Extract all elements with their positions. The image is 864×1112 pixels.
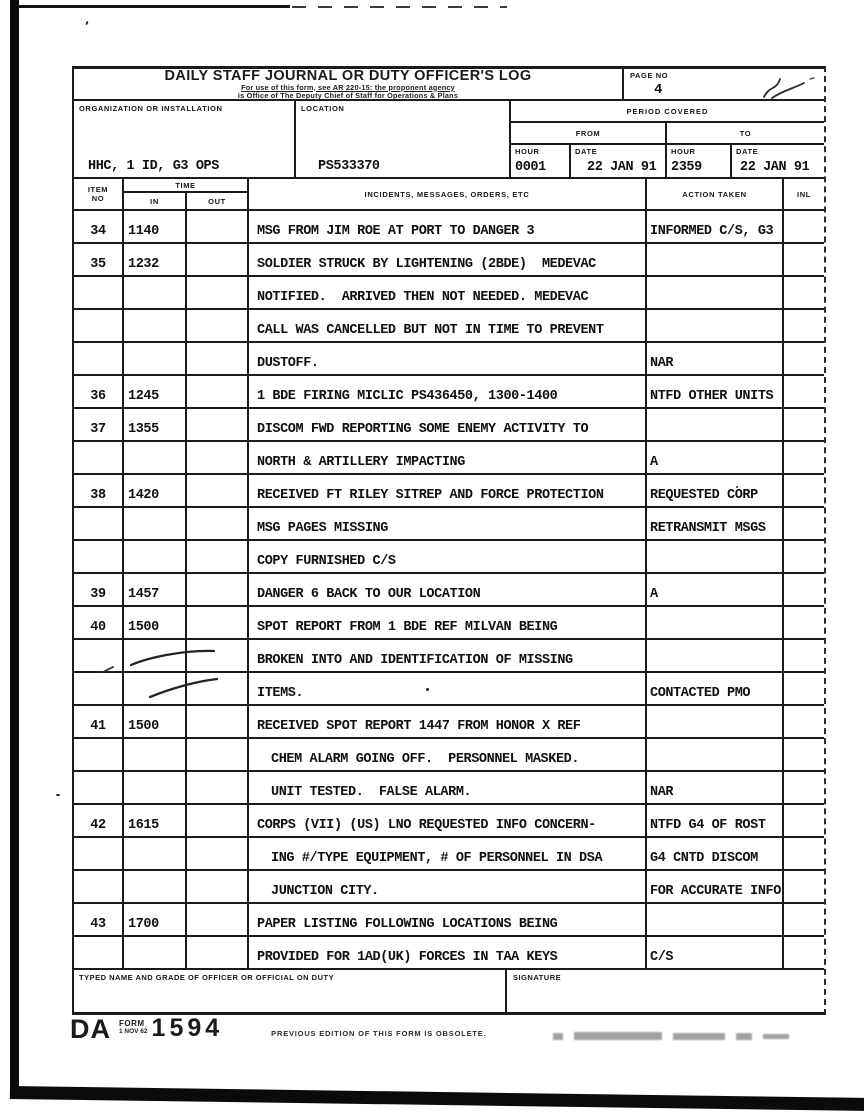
action-cell xyxy=(647,244,784,275)
time-in-cell xyxy=(124,508,187,539)
time-header xyxy=(124,179,249,209)
action-cell xyxy=(647,640,784,671)
incident-cell: 1 BDE FIRING MICLIC PS436450, 1300-1400 xyxy=(249,376,647,407)
to-date-value: 22 JAN 91 xyxy=(740,160,810,175)
time-out-cell xyxy=(187,343,249,374)
location-label: LOCATION xyxy=(301,104,345,113)
item-no-cell: 43 xyxy=(74,904,124,935)
time-out-cell xyxy=(187,409,249,440)
typed-name-label: TYPED NAME AND GRADE OF OFFICER OR OFFICIAL ON DUTY xyxy=(74,970,507,1012)
hour-date-row xyxy=(511,145,824,177)
incident-cell: CALL WAS CANCELLED BUT NOT IN TIME TO PREVENT xyxy=(249,310,647,341)
action-cell xyxy=(647,904,784,935)
form-title-block xyxy=(74,69,824,101)
time-out-cell xyxy=(187,871,249,902)
time-in-cell: 1355 xyxy=(124,409,187,440)
item-no-cell xyxy=(74,310,124,341)
from-date-cell xyxy=(571,145,667,177)
to-hour-cell xyxy=(667,145,732,177)
initials-cell xyxy=(784,871,824,902)
scan-edge-top-dashes xyxy=(292,6,507,8)
item-no-cell xyxy=(74,739,124,770)
time-out-cell xyxy=(187,376,249,407)
time-out-cell xyxy=(187,244,249,275)
incident-cell: BROKEN INTO AND IDENTIFICATION OF MISSING xyxy=(249,640,647,671)
time-out-cell xyxy=(187,211,249,242)
initials-cell xyxy=(784,904,824,935)
form-title: DAILY STAFF JOURNAL OR DUTY OFFICER'S LOG xyxy=(164,68,532,85)
initials-cell xyxy=(784,937,824,968)
incident-cell: COPY FURNISHED C/S xyxy=(249,541,647,572)
time-out-cell xyxy=(187,277,249,308)
initials-cell xyxy=(784,442,824,473)
initials-cell xyxy=(784,838,824,869)
time-in-cell xyxy=(124,871,187,902)
from-hour-cell xyxy=(511,145,571,177)
action-cell xyxy=(647,607,784,638)
item-header-line1: ITEM xyxy=(87,184,109,194)
incident-cell: NOTIFIED. ARRIVED THEN NOT NEEDED. MEDEVAC xyxy=(249,277,647,308)
table-row xyxy=(74,937,824,970)
time-in-cell xyxy=(124,838,187,869)
incident-cell: ITEMS. xyxy=(249,673,647,704)
scan-edge-bottom xyxy=(10,1086,864,1111)
time-in-cell xyxy=(124,673,187,704)
time-out-cell xyxy=(187,607,249,638)
date-label: DATE xyxy=(575,147,598,156)
time-in-cell: 1232 xyxy=(124,244,187,275)
to-date-cell xyxy=(732,145,824,177)
time-out-cell xyxy=(187,937,249,968)
organization-value: HHC, 1 ID, G3 OPS xyxy=(88,159,219,174)
incident-cell: CHEM ALARM GOING OFF. PERSONNEL MASKED. xyxy=(249,739,647,770)
time-in-cell xyxy=(124,343,187,374)
table-row xyxy=(74,706,824,739)
signature-label: SIGNATURE xyxy=(513,973,562,982)
hour-label: HOUR xyxy=(671,147,696,156)
incident-cell: RECEIVED SPOT REPORT 1447 FROM HONOR X REF xyxy=(249,706,647,737)
table-row xyxy=(74,508,824,541)
from-to-row xyxy=(511,123,824,145)
item-no-cell xyxy=(74,343,124,374)
time-in-header: IN xyxy=(124,193,187,209)
item-no-cell xyxy=(74,871,124,902)
journal-entries xyxy=(74,211,824,970)
initials-cell xyxy=(784,343,824,374)
form-number: 1594 xyxy=(151,1014,224,1042)
time-in-cell: 1245 xyxy=(124,376,187,407)
incident-cell: ING #/TYPE EQUIPMENT, # OF PERSONNEL IN DSA xyxy=(249,838,647,869)
action-cell: RETRANSMIT MSGS xyxy=(647,508,784,539)
time-in-cell xyxy=(124,541,187,572)
time-in-cell: 1140 xyxy=(124,211,187,242)
time-out-header: OUT xyxy=(208,196,226,206)
table-row xyxy=(74,343,824,376)
time-out-cell xyxy=(187,508,249,539)
table-row xyxy=(74,277,824,310)
initials-cell xyxy=(784,805,824,836)
table-row xyxy=(74,607,824,640)
page-no-value: 4 xyxy=(654,82,663,98)
time-in-cell: 1615 xyxy=(124,805,187,836)
scan-speck xyxy=(56,794,60,796)
form-edition-date: 1 NOV 62 xyxy=(119,1028,148,1035)
incident-cell: PAPER LISTING FOLLOWING LOCATIONS BEING xyxy=(249,904,647,935)
table-row xyxy=(74,442,824,475)
action-cell: A xyxy=(647,574,784,605)
table-row xyxy=(74,541,824,574)
illegible-smudge xyxy=(553,1028,839,1044)
time-header-label: TIME xyxy=(124,179,247,193)
item-no-cell: 38 xyxy=(74,475,124,506)
initials-cell xyxy=(784,475,824,506)
action-cell: C/S xyxy=(647,937,784,968)
table-row xyxy=(74,475,824,508)
action-cell: REQUESTED CORP xyxy=(647,475,784,506)
action-cell: G4 CNTD DISCOM xyxy=(647,838,784,869)
incident-cell: PROVIDED FOR 1AD(UK) FORCES IN TAA KEYS xyxy=(249,937,647,968)
action-cell: NTFD OTHER UNITS xyxy=(647,376,784,407)
initials-cell xyxy=(784,508,824,539)
initials-cell xyxy=(784,277,824,308)
incident-cell: JUNCTION CITY. xyxy=(249,871,647,902)
time-in-cell xyxy=(124,739,187,770)
item-no-cell: 34 xyxy=(74,211,124,242)
table-row xyxy=(74,838,824,871)
action-cell: CONTACTED PMO xyxy=(647,673,784,704)
item-no-cell: 37 xyxy=(74,409,124,440)
incidents-header: INCIDENTS, MESSAGES, ORDERS, ETC xyxy=(249,179,647,209)
time-out-cell xyxy=(187,838,249,869)
previous-edition-note: PREVIOUS EDITION OF THIS FORM IS OBSOLETE. xyxy=(271,1029,487,1038)
initials-cell xyxy=(784,706,824,737)
initials-cell xyxy=(784,244,824,275)
time-in-cell: 1500 xyxy=(124,607,187,638)
location-cell xyxy=(296,101,511,177)
incident-cell: DANGER 6 BACK TO OUR LOCATION xyxy=(249,574,647,605)
item-no-cell xyxy=(74,277,124,308)
hour-label: HOUR xyxy=(515,147,540,156)
form-subtitle-line2: is Office of The Deputy Chief of Staff for Operations & Plans xyxy=(237,90,459,100)
scan-speck xyxy=(85,21,88,25)
page-no-label: PAGE NO xyxy=(630,71,669,80)
action-cell xyxy=(647,277,784,308)
time-out-cell xyxy=(187,904,249,935)
action-cell: NTFD G4 OF ROST xyxy=(647,805,784,836)
item-no-cell xyxy=(74,838,124,869)
incident-cell: MSG FROM JIM ROE AT PORT TO DANGER 3 xyxy=(249,211,647,242)
item-no-cell: 40 xyxy=(74,607,124,638)
incident-cell: SPOT REPORT FROM 1 BDE REF MILVAN BEING xyxy=(249,607,647,638)
action-cell: FOR ACCURATE INFO xyxy=(647,871,784,902)
time-out-cell xyxy=(187,706,249,737)
table-row xyxy=(74,739,824,772)
signature-row xyxy=(74,970,824,1012)
initials-cell xyxy=(784,211,824,242)
item-no-cell: 39 xyxy=(74,574,124,605)
initials-cell xyxy=(784,673,824,704)
time-out-cell xyxy=(187,640,249,671)
da-word: DA xyxy=(70,1014,111,1044)
item-no-cell xyxy=(74,541,124,572)
from-label: FROM xyxy=(511,123,667,143)
period-covered-label: PERIOD COVERED xyxy=(511,101,824,123)
time-out-cell xyxy=(187,574,249,605)
to-hour-value: 2359 xyxy=(671,160,702,175)
incident-cell: RECEIVED FT RILEY SITREP AND FORCE PROTECTION xyxy=(249,475,647,506)
time-in-cell xyxy=(124,442,187,473)
time-out-cell xyxy=(187,442,249,473)
from-date-value: 22 JAN 91 xyxy=(587,160,657,175)
initials-header: INL xyxy=(797,189,811,199)
time-out-cell xyxy=(187,805,249,836)
organization-label: ORGANIZATION OR INSTALLATION xyxy=(79,104,223,113)
item-no-cell xyxy=(74,772,124,803)
action-cell: NAR xyxy=(647,343,784,374)
time-out-cell xyxy=(187,673,249,704)
action-cell xyxy=(647,310,784,341)
incident-cell: DUSTOFF. xyxy=(249,343,647,374)
organization-cell xyxy=(74,101,296,177)
table-row xyxy=(74,409,824,442)
to-label: TO xyxy=(739,128,752,138)
action-cell: A xyxy=(647,442,784,473)
initials-cell xyxy=(784,376,824,407)
item-no-cell xyxy=(74,640,124,671)
incident-cell: MSG PAGES MISSING xyxy=(249,508,647,539)
item-no-cell xyxy=(74,937,124,968)
date-label: DATE xyxy=(736,147,759,156)
time-in-cell: 1420 xyxy=(124,475,187,506)
initials-cell xyxy=(784,640,824,671)
from-hour-value: 0001 xyxy=(515,160,546,175)
action-cell xyxy=(647,541,784,572)
action-cell: INFORMED C/S, G3 xyxy=(647,211,784,242)
incident-cell: NORTH & ARTILLERY IMPACTING xyxy=(249,442,647,473)
table-row xyxy=(74,376,824,409)
item-no-cell: 35 xyxy=(74,244,124,275)
table-row xyxy=(74,244,824,277)
scan-edge-left xyxy=(10,0,19,1092)
org-location-period-row xyxy=(74,101,824,179)
item-no-cell: 36 xyxy=(74,376,124,407)
initials-cell xyxy=(784,574,824,605)
action-cell xyxy=(647,739,784,770)
action-cell xyxy=(647,706,784,737)
item-no-cell: 42 xyxy=(74,805,124,836)
form-number-block xyxy=(70,1016,486,1043)
form-subtitle-line1: For use of this form, see AR 220-15: the proponent agency xyxy=(241,82,455,92)
period-covered-block xyxy=(511,101,824,177)
column-header-row xyxy=(74,179,824,211)
time-in-cell xyxy=(124,277,187,308)
initials-cell xyxy=(784,739,824,770)
item-no-cell xyxy=(74,442,124,473)
table-row xyxy=(74,211,824,244)
table-row xyxy=(74,772,824,805)
time-in-cell: 1500 xyxy=(124,706,187,737)
time-out-cell xyxy=(187,739,249,770)
table-row xyxy=(74,640,824,673)
handwritten-scribble xyxy=(726,71,816,101)
time-in-cell xyxy=(124,310,187,341)
table-row xyxy=(74,574,824,607)
incident-cell: CORPS (VII) (US) LNO REQUESTED INFO CONCERN- xyxy=(249,805,647,836)
time-in-cell xyxy=(124,937,187,968)
incident-cell: DISCOM FWD REPORTING SOME ENEMY ACTIVITY TO xyxy=(249,409,647,440)
da-form-1594 xyxy=(72,66,826,1015)
time-in-cell: 1457 xyxy=(124,574,187,605)
form-edition-stack xyxy=(119,1020,148,1036)
incident-cell: SOLDIER STRUCK BY LIGHTENING (2BDE) MEDEVAC xyxy=(249,244,647,275)
title-cell xyxy=(74,69,624,99)
scan-edge-top xyxy=(18,5,290,8)
time-out-cell xyxy=(187,541,249,572)
initials-cell xyxy=(784,541,824,572)
table-row xyxy=(74,871,824,904)
table-row xyxy=(74,805,824,838)
item-no-cell xyxy=(74,508,124,539)
initials-cell xyxy=(784,310,824,341)
item-header-line2: NO xyxy=(91,194,105,203)
initials-cell xyxy=(784,772,824,803)
item-no-header xyxy=(74,179,124,209)
time-in-cell xyxy=(124,772,187,803)
item-no-cell: 41 xyxy=(74,706,124,737)
time-out-cell xyxy=(187,475,249,506)
action-cell: NAR xyxy=(647,772,784,803)
incident-cell: UNIT TESTED. FALSE ALARM. xyxy=(249,772,647,803)
time-in-out-headers xyxy=(124,193,247,209)
time-in-cell xyxy=(124,640,187,671)
page-no-cell xyxy=(624,69,824,99)
time-out-cell xyxy=(187,310,249,341)
initials-cell xyxy=(784,409,824,440)
action-cell xyxy=(647,409,784,440)
time-out-cell xyxy=(187,772,249,803)
time-in-cell: 1700 xyxy=(124,904,187,935)
action-taken-header: ACTION TAKEN xyxy=(647,179,784,209)
initials-cell xyxy=(784,607,824,638)
table-row xyxy=(74,904,824,937)
table-row xyxy=(74,673,824,706)
form-word: FORM xyxy=(119,1019,145,1028)
table-row xyxy=(74,310,824,343)
location-value: PS533370 xyxy=(318,159,380,174)
item-no-cell xyxy=(74,673,124,704)
